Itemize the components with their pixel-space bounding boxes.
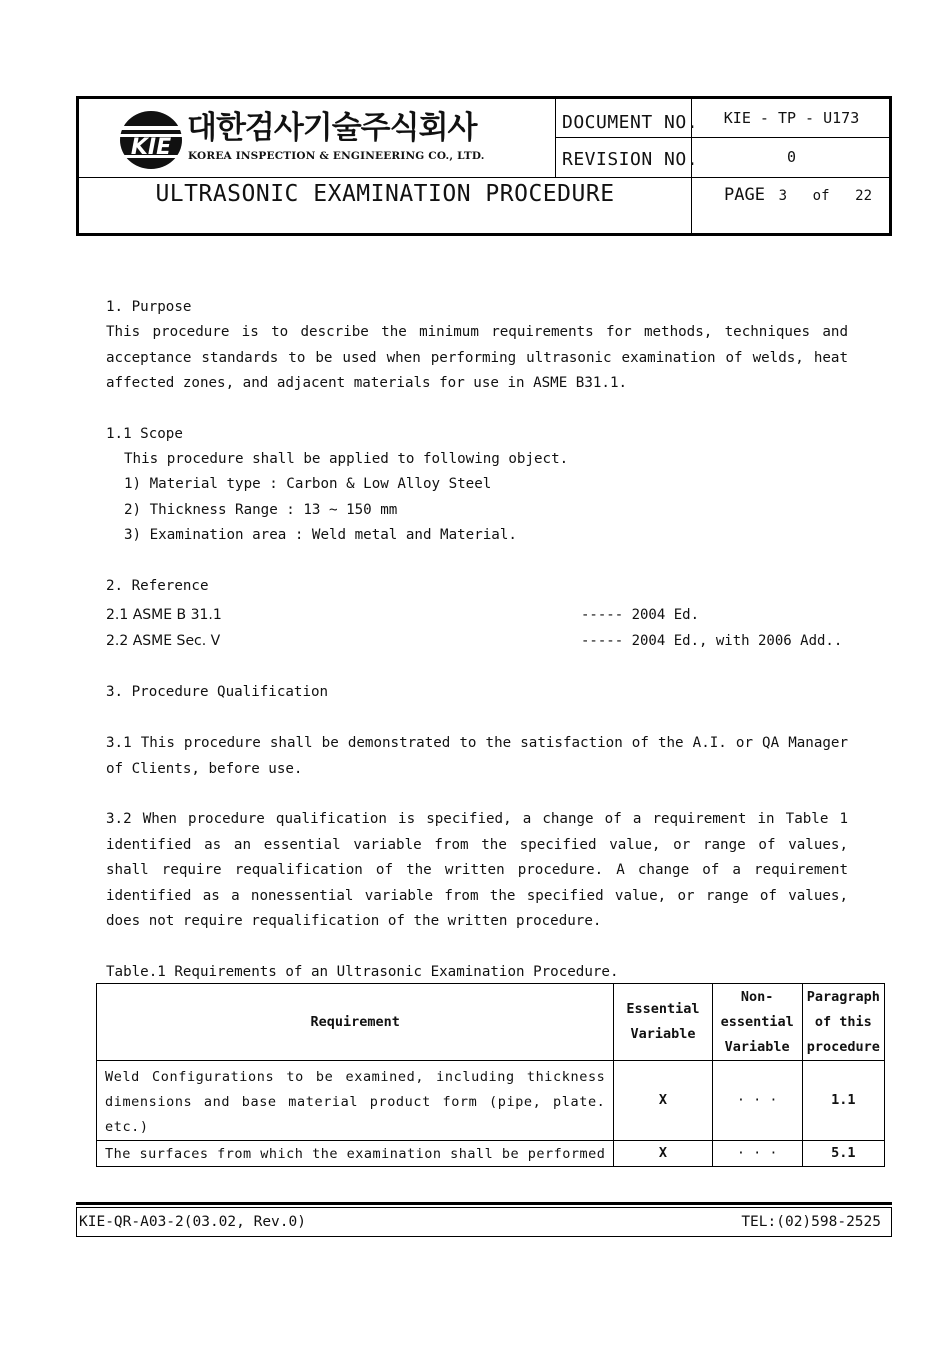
paragraph-3-2: 3.2 When procedure qualification is specified, a change of a requirement in Table 1 identified as an essential variable from the specified value, or range of values, shall require requalification of the written procedure. A change of a requirement identified as a nonessential variable from the specified value, or range of values, does not require requalification of the written procedure.	[106, 811, 848, 929]
page-current: 3	[778, 188, 788, 204]
row-essential: X	[614, 1061, 712, 1141]
row-requirement: The surfaces from which the examination shall be performed	[97, 1141, 614, 1167]
header-requirement: Requirement	[97, 984, 614, 1061]
table-header-row	[97, 984, 885, 1061]
reference-edition: ----- 2004 Ed.	[581, 607, 700, 623]
reference-name: 2.2 ASME Sec. V	[106, 633, 221, 649]
scope-item: 3) Examination area : Weld metal and Material.	[124, 527, 517, 543]
document-title: ULTRASONIC EXAMINATION PROCEDURE	[155, 181, 615, 207]
document-header	[76, 96, 892, 236]
telephone: TEL:(02)598-2525	[741, 1214, 881, 1230]
reference-heading: 2. Reference	[106, 578, 209, 594]
header-divider	[79, 177, 892, 178]
document-no-label: DOCUMENT NO.	[562, 112, 699, 133]
page-indicator	[724, 185, 872, 205]
header-essential: Essential Variable	[614, 984, 712, 1061]
scope-heading: 1.1 Scope	[106, 426, 183, 442]
row-paragraph: 5.1	[802, 1141, 884, 1167]
scope-intro: This procedure shall be applied to following object.	[124, 451, 569, 467]
purpose-heading: 1. Purpose	[106, 299, 192, 315]
paragraph-3-1: 3.1 This procedure shall be demonstrated to the satisfaction of the A.I. or QA Manager of Clients, before use.	[106, 735, 848, 777]
reference-name: 2.1 ASME B 31.1	[106, 607, 222, 623]
row-requirement: Weld Configurations to be examined, including thickness dimensions and base material product form (pipe, plate. etc.)	[97, 1061, 614, 1141]
revision-no-value: 0	[786, 148, 797, 166]
company-name-english: KOREA INSPECTION & ENGINEERING CO., LTD.	[188, 150, 485, 162]
page-total: 22	[855, 188, 873, 204]
table-row	[97, 1061, 885, 1141]
document-footer	[76, 1207, 892, 1237]
header-paragraph: Paragraph of this procedure	[802, 984, 884, 1061]
row-essential: X	[614, 1141, 712, 1167]
row-nonessential: · · ·	[712, 1061, 802, 1141]
company-logo	[117, 109, 557, 173]
header-divider	[555, 137, 892, 138]
qualification-heading: 3. Procedure Qualification	[106, 684, 329, 700]
requirements-table	[96, 983, 885, 1167]
reference-edition: ----- 2004 Ed., with 2006 Add..	[581, 633, 843, 649]
table-row	[97, 1141, 885, 1167]
kie-logo-icon	[117, 109, 185, 171]
footer-rule	[76, 1202, 892, 1205]
header-nonessential: Non- essential Variable	[712, 984, 802, 1061]
scope-item: 2) Thickness Range : 13 ~ 150 mm	[124, 502, 398, 518]
page-of: of	[812, 188, 830, 204]
row-nonessential: · · ·	[712, 1141, 802, 1167]
scope-item: 1) Material type : Carbon & Low Alloy Steel	[124, 476, 492, 492]
page-label: PAGE	[724, 185, 765, 205]
table-caption: Table.1 Requirements of an Ultrasonic Examination Procedure.	[106, 964, 619, 980]
document-no-value: KIE - TP - U173	[723, 109, 860, 127]
purpose-text: This procedure is to describe the minimum requirements for methods, techniques and acceptance standards to be used when performing ultrasonic examination of welds, heat affected zones, and adjacent materials for use in ASME B31.1.	[106, 324, 848, 391]
company-name-korean: 대한검사기술주식회사	[187, 110, 477, 146]
revision-no-label: REVISION NO.	[562, 149, 699, 170]
row-paragraph: 1.1	[802, 1061, 884, 1141]
svg-text:KIE: KIE	[130, 135, 172, 160]
form-number: KIE-QR-A03-2(03.02, Rev.0)	[79, 1214, 306, 1230]
